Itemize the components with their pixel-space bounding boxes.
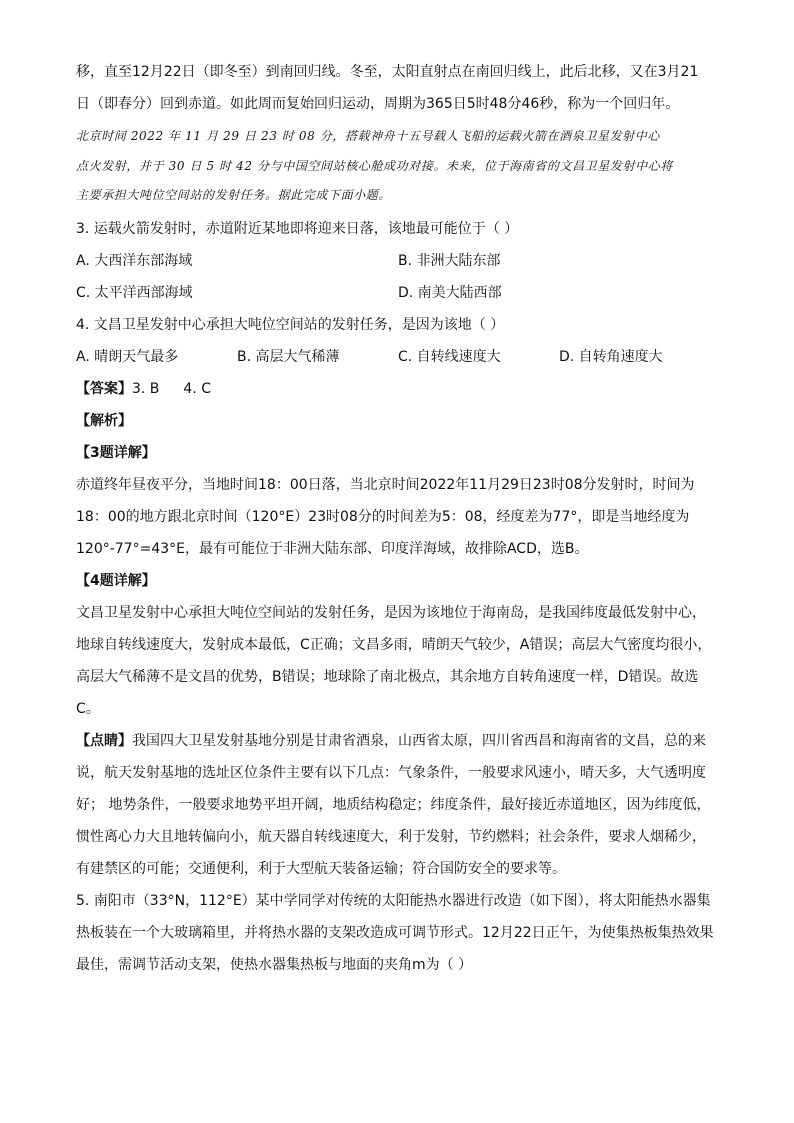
- question-3-options-row: [76, 277, 722, 309]
- passage-line: 主要承担大吨位空间站的发射任务。据此完成下面小题。: [76, 188, 392, 202]
- passage-line: 点火发射，并于 30 日 5 时 42 分与中国空间站核心舱成功对接。未来，位于海南省的文昌卫星发射中心将: [76, 158, 673, 173]
- answer-4: 4. C: [183, 380, 212, 397]
- detail-4-line: 文昌卫星发射中心承担大吨位空间站的发射任务，是因为该地位于海南岛，是我国纬度最低发射中心，: [76, 604, 706, 621]
- option-a: A. 晴朗天气最多: [76, 348, 179, 365]
- question-3-options-row: [76, 245, 722, 277]
- detail-4-heading: 【4题详解】: [76, 572, 156, 589]
- detail-4-line: 高层大气稀薄不是文昌的优势，B错误；地球除了南北极点，其余地方自转角速度一样，D错误。故选: [76, 668, 699, 685]
- question-4-options-row: [76, 341, 722, 373]
- detail-3-line: 120°-77°=43°E，最有可能位于非洲大陆东部、印度洋海域，故排除ACD，选B。: [76, 540, 589, 557]
- option-a: A. 大西洋东部海域: [76, 252, 193, 269]
- option-d: D. 自转角速度大: [559, 348, 663, 365]
- tip-line: 说，航天发射基地的选址区位条件主要有以下几点：气象条件，一般要求风速小，晴天多，大气透明度: [76, 764, 706, 781]
- detail-3-line: 18：00的地方跟北京时间（120°E）23时08分的时间差为5：08，经度差为77°，即是当地经度为: [76, 508, 690, 525]
- option-b: B. 高层大气稀薄: [237, 348, 340, 365]
- answer-line: [76, 373, 722, 405]
- answer-3: 3. B: [132, 380, 160, 397]
- tip-line: 惯性离心力大且地转偏向小，航天器自转线速度大，利于发射，节约燃料；社会条件，要求人烟稀少，: [76, 828, 706, 845]
- tip-label: 【点睛】: [76, 732, 132, 749]
- tip-line: 有建禁区的可能；交通便利，利于大型航天装备运输；符合国防安全的要求等。: [76, 860, 566, 877]
- intro-line: 移，直至12月22日（即冬至）到南回归线。冬至，太阳直射点在南回归线上，此后北移，又在3月21: [76, 64, 699, 80]
- option-c: C. 太平洋西部海域: [76, 284, 193, 301]
- question-5-line: 5. 南阳市（33°N，112°E）某中学同学对传统的太阳能热水器进行改造（如下图），将太阳能热水器集: [76, 892, 711, 909]
- detail-3-line: 赤道终年昼夜平分，当地时间18：00日落，当北京时间2022年11月29日23时08分发射时，时间为: [76, 476, 695, 493]
- question-3-stem: 3. 运载火箭发射时，赤道附近某地即将迎来日落，该地最可能位于（ ）: [76, 220, 519, 237]
- tip-line: 【点睛】我国四大卫星发射基地分别是甘肃省酒泉，山西省太原，四川省西昌和海南省的文昌，总的来: [76, 732, 706, 749]
- question-5: [76, 885, 722, 981]
- detail-4-line: C。: [76, 700, 100, 717]
- answer-label: 【答案】: [76, 380, 132, 397]
- question-5-line: 最佳，需调节活动支架，使热水器集热板与地面的夹角m为（ ）: [76, 956, 473, 973]
- detail-3-section: [76, 437, 722, 565]
- intro-line: 日（即春分）回到赤道。如此周而复始回归运动，周期为365日5时48分46秒，称为一个回归年。: [76, 96, 680, 112]
- question-4: [76, 309, 722, 373]
- detail-4-line: 地球自转线速度大，发射成本最低，C正确；文昌多雨，晴朗天气较少，A错误；高层大气密度均很小，: [76, 636, 712, 653]
- question-4-stem: 4. 文昌卫星发射中心承担大吨位空间站的发射任务，是因为该地（ ）: [76, 316, 505, 333]
- detail-4-section: [76, 565, 722, 725]
- detail-3-heading: 【3题详解】: [76, 444, 156, 461]
- passage-line: 北京时间 2022 年 11 月 29 日 23 时 08 分，搭载神舟十五号载人飞船的运载火箭在酒泉卫星发射中心: [76, 129, 660, 143]
- tip-section: [76, 725, 722, 885]
- reading-passage: [76, 122, 722, 211]
- question-5-line: 热板装在一个大玻璃箱里，并将热水器的支架改造成可调节形式。12月22日正午，为使集热板集热效果: [76, 924, 714, 941]
- option-b: B. 非洲大陆东部: [398, 252, 501, 269]
- intro-paragraph: [76, 56, 722, 120]
- option-d: D. 南美大陆西部: [398, 284, 502, 301]
- option-c: C. 自转线速度大: [398, 348, 501, 365]
- document-page: [76, 56, 722, 981]
- analysis-heading: [76, 405, 722, 437]
- analysis-label: 【解析】: [76, 412, 132, 429]
- question-3: [76, 213, 722, 309]
- tip-line: 好； 地势条件，一般要求地势平坦开阔，地质结构稳定；纬度条件，最好接近赤道地区，因为纬度低，: [76, 796, 711, 813]
